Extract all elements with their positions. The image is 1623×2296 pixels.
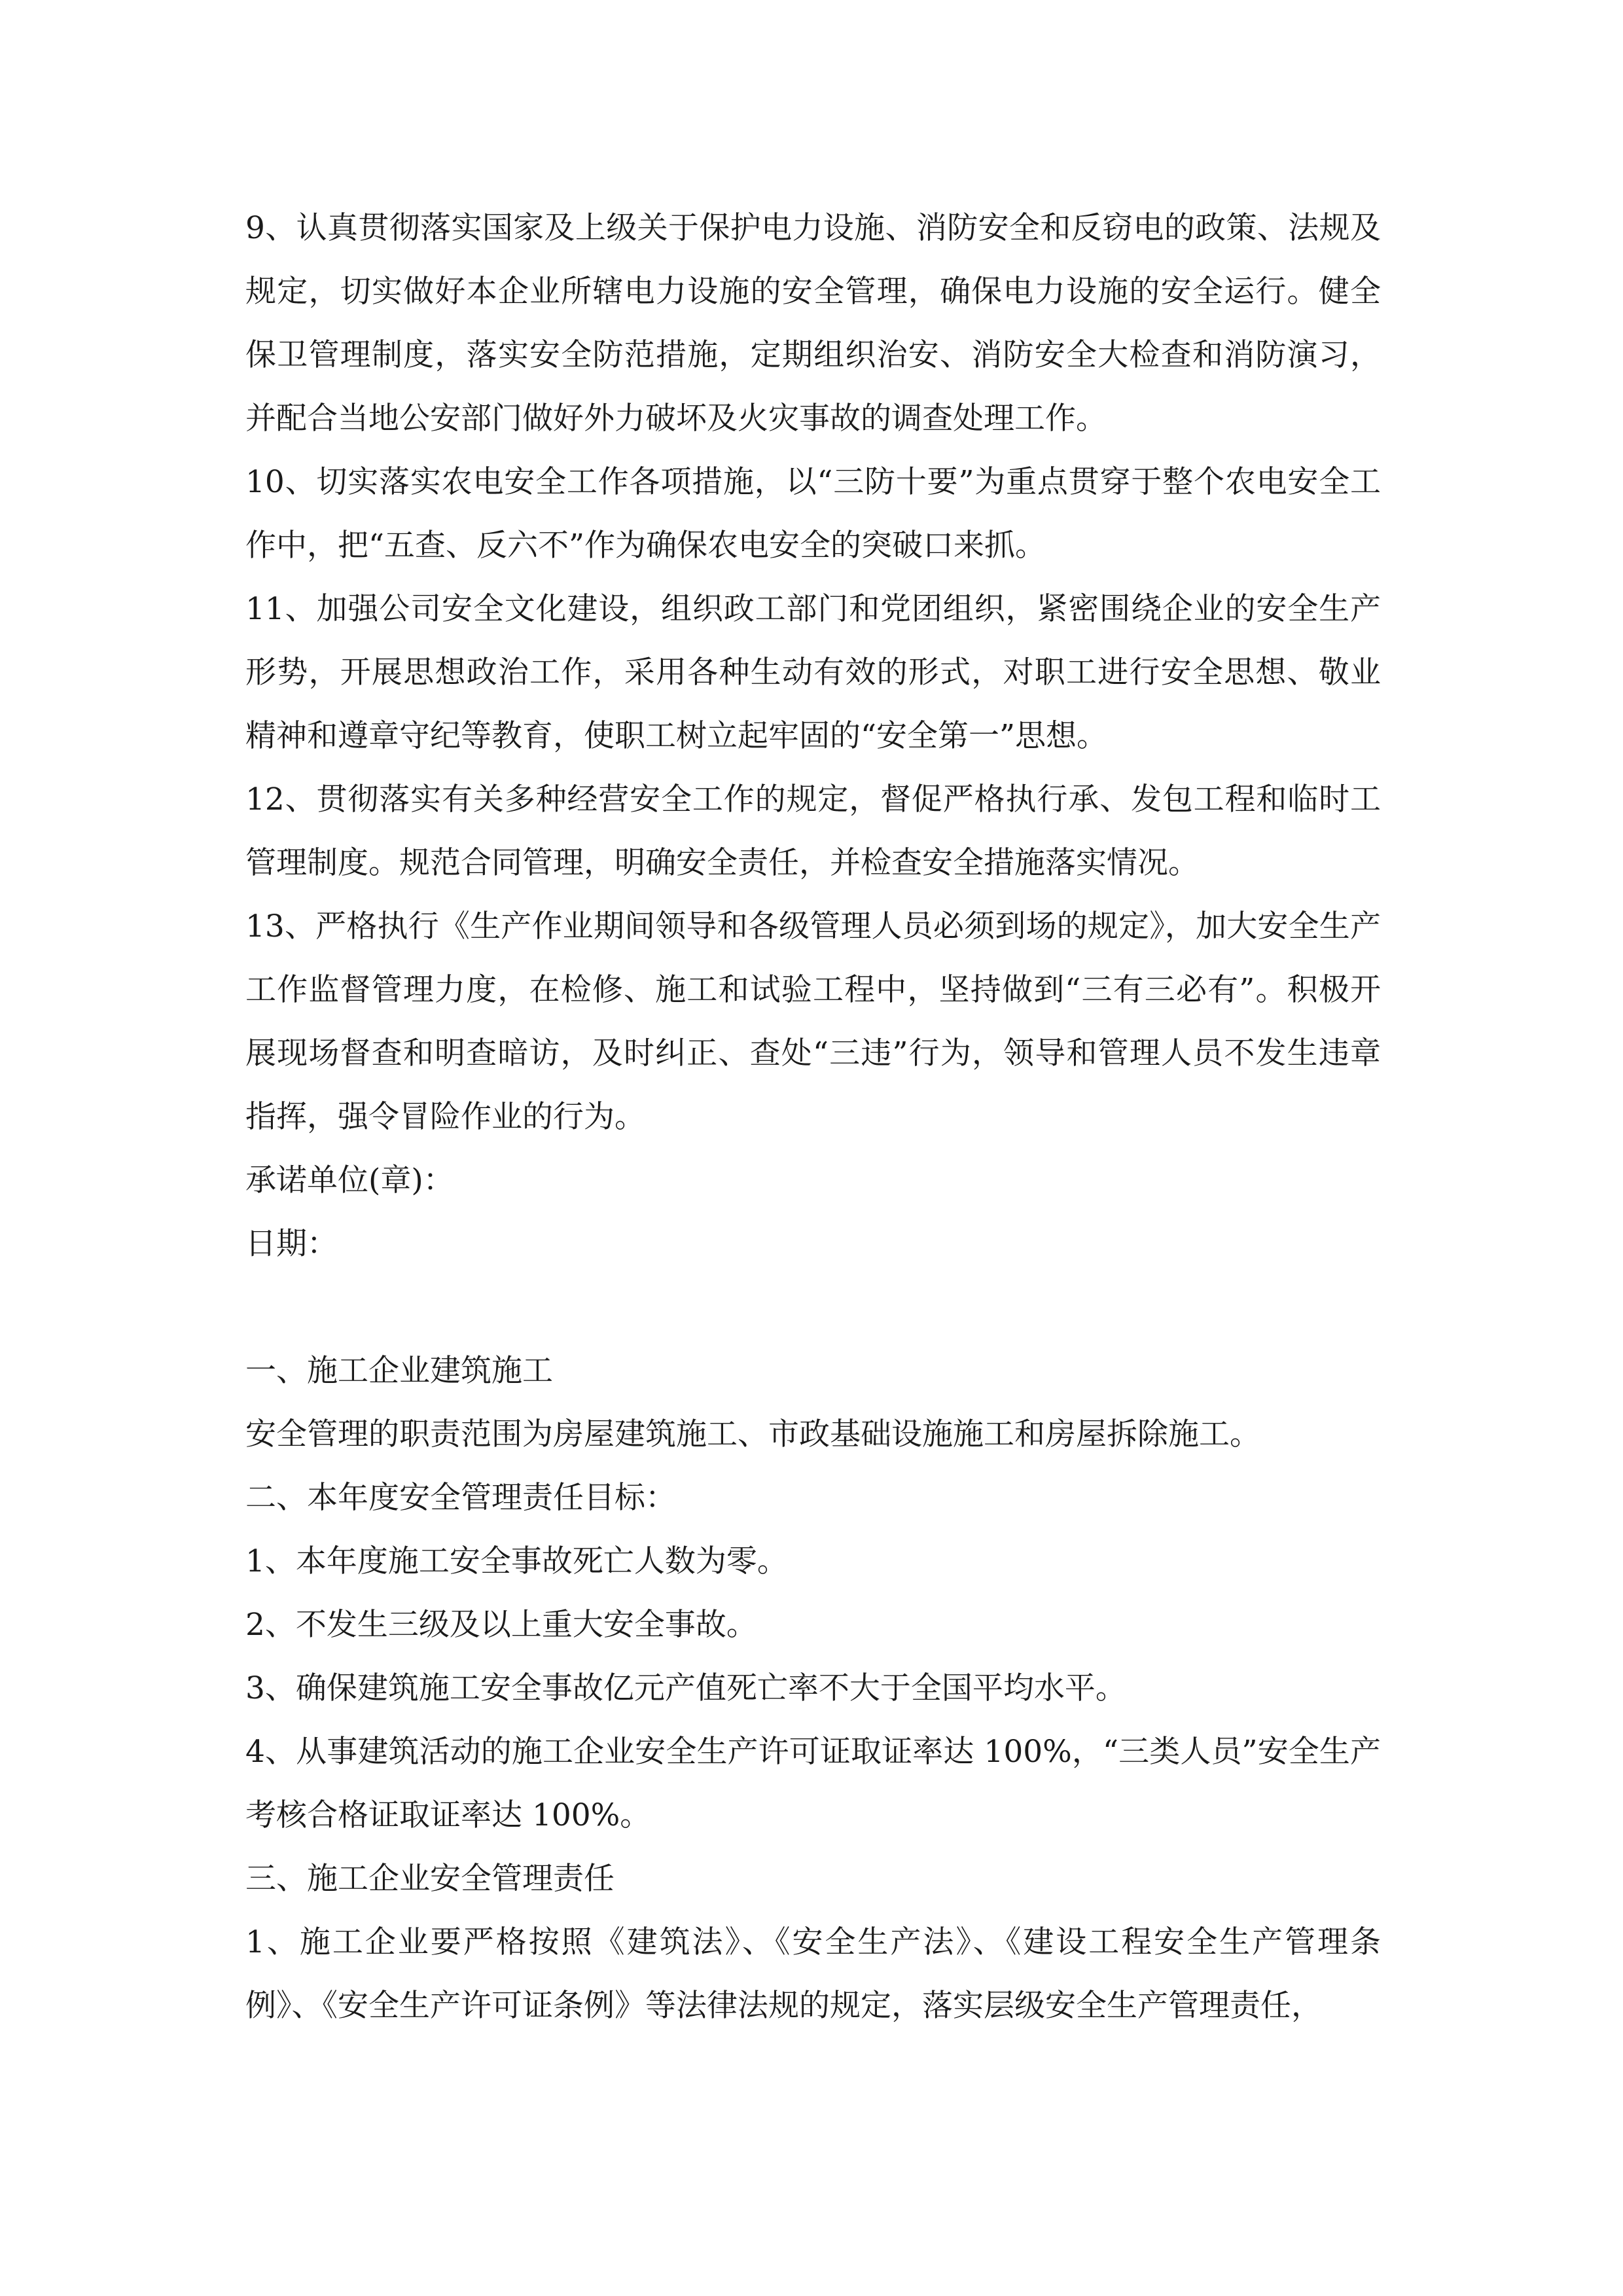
sign-unit-label: 承诺单位(章)： xyxy=(245,1162,454,1198)
goal-item-3: 3、确保建筑施工安全事故亿元产值死亡率不大于全国平均水平。 xyxy=(245,1670,1126,1706)
paragraph-item-11: 11、加强公司安全文化建设，组织政工部门和党团组织，紧密围绕企业的安全生产形势，开展思想政治工作，采用各种生动有效的形式，对职工进行安全思想、敬业精神和遵章守纪等教育，使职工树立起牢固的“安全第一”思想。 xyxy=(245,591,1381,754)
sign-date-label: 日期： xyxy=(245,1226,338,1262)
section-spacer xyxy=(245,1276,1381,1339)
goal-item-2: 2、不发生三级及以上重大安全事故。 xyxy=(245,1607,757,1643)
section-heading-goals: 二、本年度安全管理责任目标： xyxy=(245,1480,676,1516)
paragraph-item-12: 12、贯彻落实有关多种经营安全工作的规定，督促严格执行承、发包工程和临时工管理制度。规范合同管理，明确安全责任，并检查安全措施落实情况。 xyxy=(245,781,1381,881)
paragraph-item-10: 10、切实落实农电安全工作各项措施，以“三防十要”为重点贯穿于整个农电安全工作中，把“五查、反六不”作为确保农电安全的突破口来抓。 xyxy=(245,464,1381,564)
scope-paragraph: 安全管理的职责范围为房屋建筑施工、市政基础设施施工和房屋拆除施工。 xyxy=(245,1416,1260,1452)
goal-item-4: 4、从事建筑活动的施工企业安全生产许可证取证率达 100%，“三类人员”安全生产考核合格证取证率达 100%。 xyxy=(245,1734,1381,1833)
paragraph-item-9: 9、认真贯彻落实国家及上级关于保护电力设施、消防安全和反窃电的政策、法规及规定，切实做好本企业所辖电力设施的安全管理，确保电力设施的安全运行。健全保卫管理制度，落实安全防范措施，定期组织治安、消防安全大检查和消防演习，并配合当地公安部门做好外力破坏及火灾事故的调查处理工作。 xyxy=(245,210,1381,437)
goal-item-1: 1、本年度施工安全事故死亡人数为零。 xyxy=(245,1543,788,1579)
section-heading-responsibility: 三、施工企业安全管理责任 xyxy=(245,1861,615,1897)
paragraph-item-13: 13、严格执行《生产作业期间领导和各级管理人员必须到场的规定》，加大安全生产工作监督管理力度，在检修、施工和试验工程中，坚持做到“三有三必有”。积极开展现场督查和明查暗访，及时纠正、查处“三违”行为，领导和管理人员不发生违章指挥，强令冒险作业的行为。 xyxy=(245,908,1381,1135)
document-body xyxy=(245,196,1381,2037)
responsibility-item-1: 1、施工企业要严格按照《建筑法》、《安全生产法》、《建设工程安全生产管理条例》、《安全生产许可证条例》等法律法规的规定，落实层级安全生产管理责任， xyxy=(245,1924,1381,2024)
section-heading-scope: 一、施工企业建筑施工 xyxy=(245,1353,553,1389)
